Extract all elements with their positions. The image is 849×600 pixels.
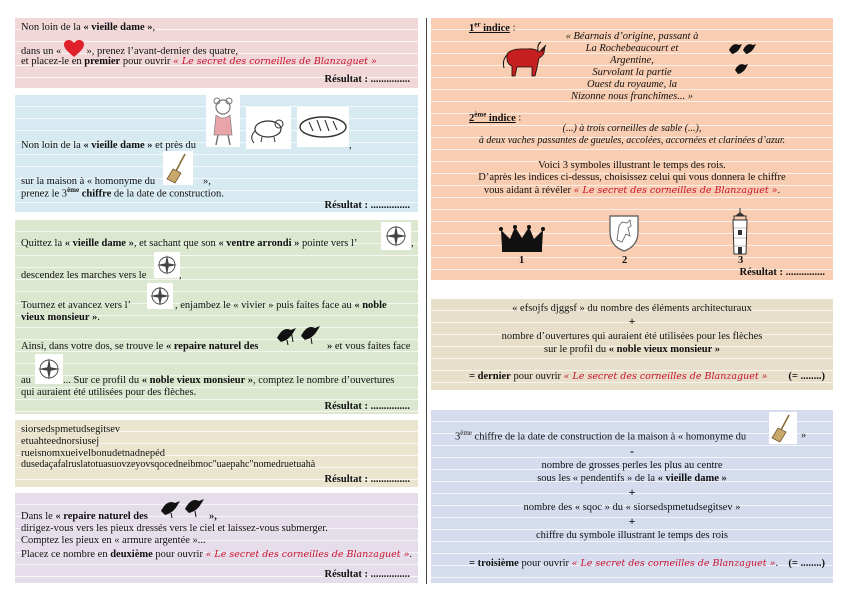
c8-line4: nombre des « sqoc » du « siorsedspmetudsegitsev » (523, 502, 741, 513)
encoded-line: dusedaçafalruslatotuasuovzeyovsqocedneibmoc"uaepahc"nomedruetuahà (21, 459, 316, 470)
result-field[interactable]: (= ........) (788, 558, 825, 569)
c3-line5b (327, 340, 410, 353)
c7-line2: nombre d’ouvertures qui auraient été utilisées pour les flèches (501, 331, 763, 342)
text: Dans le (21, 511, 56, 522)
compass-rose-icon (147, 283, 173, 309)
encoded-line: siorsedspmetudsegitsev (21, 424, 121, 435)
symbol-number: 2 (622, 255, 628, 266)
plus-sign: + (628, 514, 636, 528)
text: Non loin de la (21, 22, 84, 33)
blazon-line: à deux vaches passantes de gueules, accolées, accornées et clarinées d’azur. (478, 135, 786, 146)
card-repaire-naturel (15, 493, 418, 583)
text: . (775, 558, 779, 569)
text-bold: chiffre (79, 188, 112, 200)
text-bold: vieux monsieur » (21, 312, 98, 323)
text: . (409, 549, 413, 560)
text: , (152, 22, 156, 33)
text: », prenez l’avant-dernier des quatre, (86, 46, 239, 57)
c8-line6 (469, 557, 778, 570)
secret-title: « Le secret des corneilles de Blanzaguet » (563, 371, 768, 382)
symbol-number: 3 (738, 255, 744, 266)
minus-sign: - (630, 444, 634, 458)
text: . (777, 185, 781, 196)
secret-title: « Le secret des corneilles de Blanzaguet » (205, 549, 410, 560)
text: et placez-le en (21, 56, 85, 67)
text-bold: « vieille dame » (83, 140, 153, 151)
c2-line3 (21, 186, 224, 201)
text-sup: ème (460, 429, 472, 437)
card-troisieme-chiffre (431, 410, 833, 583)
text: , (349, 140, 352, 151)
broom-icon (163, 151, 193, 185)
text: , (411, 238, 414, 249)
result-field[interactable]: (= ........) (788, 371, 825, 382)
result-field[interactable]: Résultat : ............... (324, 74, 410, 85)
column-divider (426, 18, 427, 584)
c3-line4 (21, 311, 100, 324)
text: Tournez et avancez vers l’ (21, 300, 132, 311)
text: indice (486, 112, 516, 124)
c8-line3 (431, 472, 833, 485)
text: », (203, 176, 211, 187)
c8-line1 (455, 429, 746, 444)
poem-line: « Béarnais d’origine, passant à (565, 31, 699, 42)
poem-line: Survolant la partie (592, 67, 672, 78)
text: Placez ce nombre en (21, 549, 111, 560)
text-bold: « ventre arrondi » (218, 238, 300, 249)
card-vieille-dame-heart (15, 18, 418, 88)
text: pour ouvrir (120, 56, 174, 67)
crows-icon (273, 320, 323, 346)
compass-rose-icon (35, 354, 63, 384)
broom-icon (769, 412, 797, 444)
text-bold: », (209, 511, 217, 522)
text: descendez les marches vers le (21, 270, 147, 281)
c5-line4 (21, 548, 412, 561)
text: 3 (455, 431, 461, 443)
encoded-line: rueisnomxueivelbonudetnadnepéd (21, 448, 166, 459)
c7-line1: « efsojfs djggsf » du nombre des éléments architecturaux (512, 303, 752, 314)
result-field[interactable]: Résultat : ............... (324, 401, 410, 412)
text: au (21, 375, 31, 386)
text: ... Sur ce profil du (63, 375, 142, 386)
text-bold: « vieille dame » (657, 473, 727, 484)
blazon-line: (...) à trois corneilles de sable (...), (562, 123, 702, 134)
text: , et sachant que son (133, 238, 219, 249)
text-bold: « vieille dame » (64, 238, 134, 249)
text: Ainsi, dans votre dos, se trouve le (21, 341, 166, 352)
c3-line7: qui auraient été utilisées pour des flèches. (21, 387, 197, 398)
c3-line3b (175, 299, 387, 312)
poem-line: La Rochebeaucourt et (585, 43, 679, 54)
text: sur la maison à « homonyme du (21, 176, 156, 187)
text: indice (480, 22, 510, 34)
c1-line3 (21, 55, 377, 68)
result-field[interactable]: Résultat : ............... (324, 200, 410, 211)
text-bold: premier (84, 56, 121, 67)
text-bold: = (469, 558, 478, 569)
crows-icon (157, 493, 209, 519)
text-bold: » (327, 341, 333, 352)
text-bold: « noble (354, 300, 387, 311)
c6-p3 (431, 184, 833, 197)
card-indices (431, 18, 833, 280)
secret-title: « Le secret des corneilles de Blanzaguet » (571, 558, 776, 569)
text: : (509, 22, 516, 34)
text-bold: dernier (477, 371, 511, 382)
text: pour ouvrir (518, 558, 572, 569)
text: sur le profil du (544, 344, 609, 355)
text-bold: = (469, 371, 478, 382)
text: chiffre de la date de construction de la maison à « homonyme du (471, 431, 747, 443)
text: Non loin de la (21, 140, 84, 151)
shield-icon (608, 214, 640, 252)
text: pointe vers l’ (299, 238, 358, 249)
text: dans un « (21, 46, 62, 57)
text: : (515, 112, 522, 124)
symbol-number: 1 (519, 255, 525, 266)
c5-line3: Comptez les pieux en « armure argentée »... (21, 535, 206, 546)
text: . (97, 312, 100, 323)
text: vous aidant à révéler (483, 185, 574, 196)
c3-line1 (21, 237, 357, 250)
tower-icon (729, 208, 751, 256)
result-field[interactable]: Résultat : ............... (739, 267, 825, 278)
text-sup: ème (67, 186, 80, 194)
text-bold: « repaire naturel des (55, 511, 148, 522)
text: prenez le 3 (21, 188, 68, 200)
text-sup: er (474, 20, 481, 28)
text-bold: « repaire naturel des (165, 341, 259, 352)
text-bold: troisième (477, 558, 519, 569)
text: pour ouvrir (510, 371, 564, 382)
text-sup: ème (474, 110, 487, 118)
c3-line2 (21, 269, 146, 282)
text: 1 (469, 22, 475, 34)
plus-sign: + (628, 314, 636, 328)
card-noble-vieux-monsieur (15, 220, 418, 414)
c1-line1 (21, 21, 155, 34)
card-dernier-chiffre (431, 299, 833, 390)
c8-line5: chiffre du symbole illustrant le temps des rois (536, 530, 728, 541)
poem-line: Ouest du royaume, la (586, 79, 677, 90)
c5-line2: dirigez-vous vers les pieux dressés vers le ciel et laissez-vous submerger. (21, 523, 328, 534)
crows-icon (727, 40, 763, 80)
text: , enjambez le « vivier » puis faites face au (175, 300, 355, 311)
result-field[interactable]: Résultat : ............... (324, 474, 410, 485)
compass-rose-icon (154, 252, 180, 278)
card-encoded-text (15, 420, 418, 487)
text: pour ouvrir (152, 549, 206, 560)
text: et vous faites face (332, 341, 411, 352)
text-bold: « vieille dame » (83, 22, 153, 33)
card-homonyme (15, 95, 418, 212)
text-bold: deuxième (110, 549, 153, 560)
text: » (801, 430, 807, 441)
plus-sign: + (628, 485, 636, 499)
text: , comptez le nombre d’ouvertures (252, 375, 395, 386)
text: et près du (152, 140, 196, 151)
text: Quittez la (21, 238, 65, 249)
text: 2 (469, 112, 475, 124)
c7-line4 (469, 370, 767, 383)
crown-icon (499, 224, 545, 254)
c8-line2: nombre de grosses perles les plus au centre (541, 460, 723, 471)
text: sous les « pendentifs » de la (537, 473, 658, 484)
secret-title: « Le secret des corneilles de Blanzaguet » (173, 56, 377, 67)
mouse-icon (206, 95, 240, 147)
poem-line: Argentine, (610, 55, 654, 66)
text: , (179, 270, 182, 281)
c6-p1: Voici 3 symboles illustrant le temps des rois. (538, 160, 726, 171)
bread-icon (297, 107, 349, 147)
compass-rose-icon (381, 222, 411, 250)
text-bold: « noble vieux monsieur » (608, 344, 720, 355)
text: de la date de construction. (111, 188, 224, 200)
poem-line: Nizonne nous franchîmes... » (571, 91, 693, 102)
result-field[interactable]: Résultat : ............... (324, 569, 410, 580)
rat-icon (246, 107, 291, 149)
encoded-line: etuahteednorsiusej (21, 436, 100, 447)
secret-title: « Le secret des corneilles de Blanzaguet » (573, 185, 778, 196)
c7-line3 (431, 343, 833, 356)
c3-line5 (21, 340, 258, 353)
text-bold: « noble vieux monsieur » (141, 375, 253, 386)
c6-p2: D’après les indices ci-dessus, choisissez celui qui vous donnera le chiffre (478, 172, 786, 183)
